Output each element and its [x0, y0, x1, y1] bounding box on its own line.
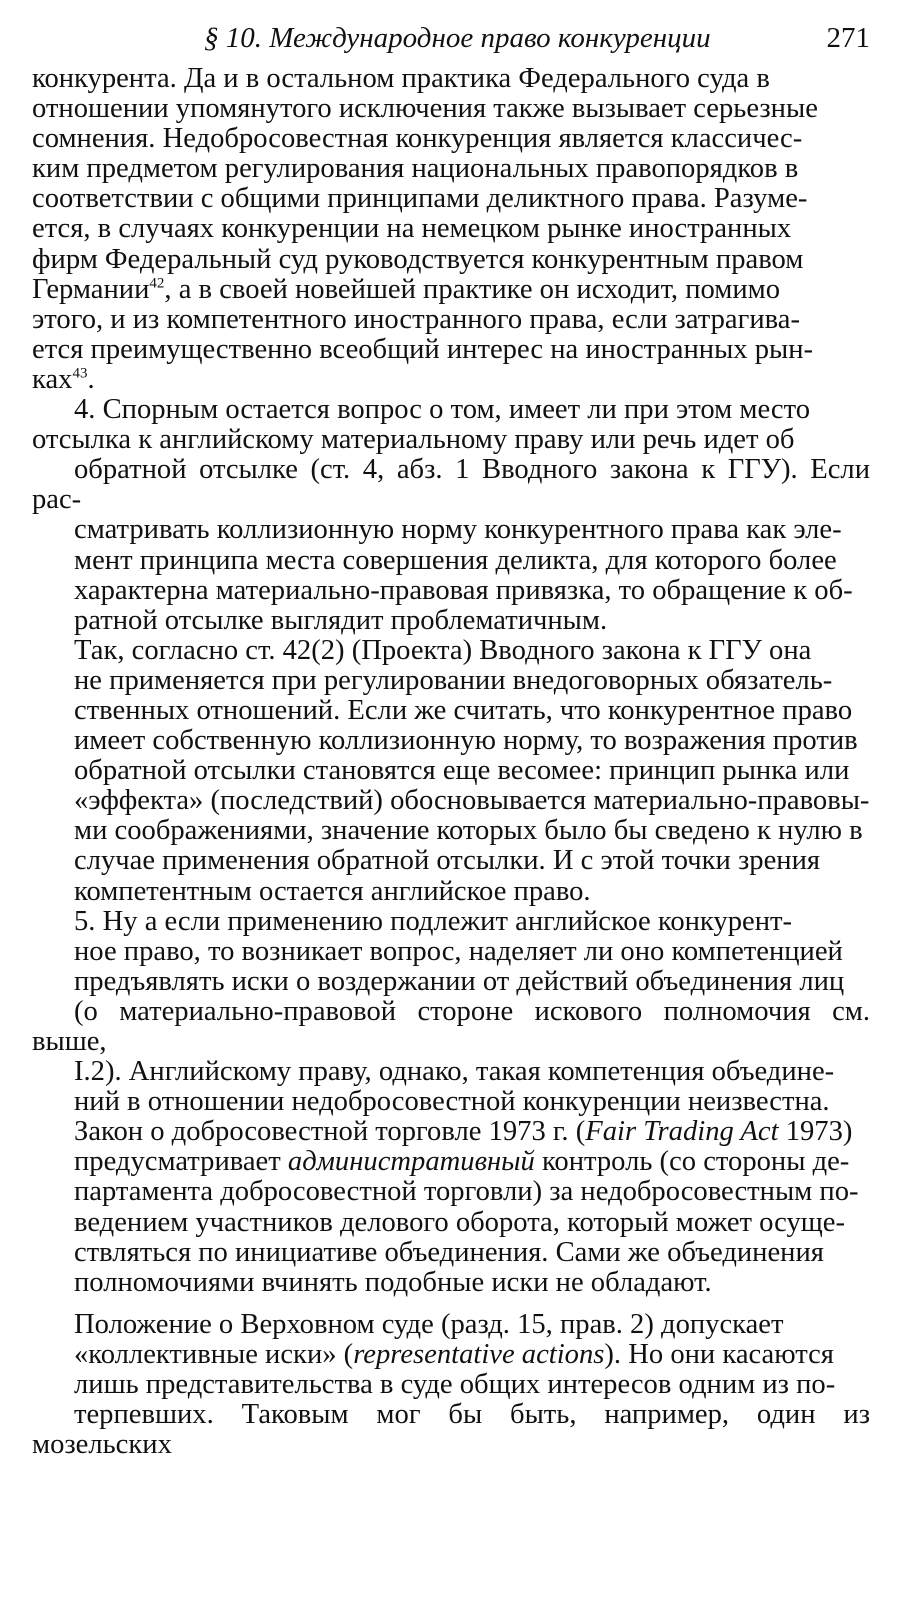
text-line: ний в отношении недобросовестной конкуренции неизвестна. [74, 1086, 830, 1118]
italic-term: representative actions [353, 1338, 605, 1370]
text-fragment: Германии [32, 273, 150, 305]
text-line: ким предметом регулирования национальных правопорядков в [32, 153, 799, 185]
text-fragment: ). Но они касаются [604, 1338, 834, 1370]
text-line: ратной отсылке выглядит проблематичным. [74, 604, 608, 636]
text-fragment: предусматривает [74, 1146, 288, 1178]
text-line: I.2). Английскому праву, однако, такая компетенция объедине- [74, 1056, 835, 1088]
text-line: партамента добросовестной торговли) за недобросовестным по- [74, 1176, 859, 1208]
text-line: фирм Федеральный суд руководствуется конкурентным правом [32, 243, 804, 275]
text-line: характерна материально-правовая привязка, то обращение к об- [74, 574, 853, 606]
text-line: Так, согласно ст. 42(2) (Проекта) Вводного закона к ГГУ она [74, 634, 812, 666]
text-fragment: 1973) [778, 1116, 853, 1148]
text-line: не применяется при регулировании внедоговорных обязатель- [74, 664, 833, 696]
text-line: сматривать коллизионную норму конкурентного права как эле- [74, 514, 842, 546]
footnote-ref-43[interactable]: 43 [72, 365, 88, 382]
text-line: ное право, то возникает вопрос, наделяет ли оно компетенцией [74, 935, 843, 967]
text-line: предъявлять иски о воздержании от действий объединения лиц [74, 965, 845, 997]
text-line: ется, в случаях конкуренции на немецком рынке иностранных [32, 213, 792, 245]
paragraph-3 [32, 636, 870, 907]
text-line: терпевших. Таковым мог бы быть, например, один из мозельских [32, 1399, 870, 1461]
text-line: отношении упомянутого исключения также вызывает серьезные [32, 93, 818, 125]
text-line: ми соображениями, значение которых было бы сведено к нулю в [74, 815, 863, 847]
text-line: 5. Ну а если применению подлежит английское конкурент- [74, 905, 793, 937]
text-fragment: «коллективные иски» ( [74, 1338, 354, 1370]
text-line: полномочиями вчинять подобные иски не обладают. [74, 1266, 712, 1298]
text-line [32, 1340, 870, 1370]
text-line [32, 275, 870, 305]
text-line: сомнения. Недобросовестная конкуренция является классичес- [32, 123, 803, 155]
paragraph-2 [32, 395, 870, 636]
footnote-ref-42[interactable]: 42 [149, 275, 165, 292]
paragraph-5 [32, 1310, 870, 1460]
text-fragment: , а в своей новейшей практике он исходит, помимо [164, 273, 781, 305]
text-line: этого, и из компетентного иностранного права, если затрагива- [32, 303, 800, 335]
text-line: компетентным остается английское право. [74, 875, 591, 907]
text-fragment: Закон о добросовестной торговле 1973 г. ( [74, 1116, 586, 1148]
text-line: конкурента. Да и в остальном практика Федерального суда в [32, 63, 770, 94]
text-fragment: . [87, 363, 95, 395]
text-line: отсылка к английскому материальному праву или речь идет об [32, 424, 795, 456]
text-line: (о материально-правовой стороне искового полномочия см. выше, [32, 995, 870, 1057]
text-line [32, 365, 870, 395]
text-line: ственных отношений. Если же считать, что конкурентное право [74, 694, 853, 726]
text-fragment: контроль (со стороны де- [534, 1146, 850, 1178]
running-header-title: § 10. Международное право конкуренции [204, 22, 711, 54]
text-fragment: ках [32, 363, 73, 395]
text-line: ется преимущественно всеобщий интерес на иностранных рын- [32, 333, 814, 365]
paragraph-1 [32, 64, 870, 395]
text-line: Положение о Верховном суде (разд. 15, прав. 2) допускает [74, 1308, 784, 1340]
text-line: обратной отсылке (ст. 4, абз. 1 Вводного закона к ГГУ). Если рас- [32, 454, 870, 516]
italic-act-title: Fair Trading Act [585, 1116, 779, 1148]
text-line: ствляться по инициативе объединения. Сами же объединения [74, 1236, 824, 1268]
text-line [32, 1117, 870, 1147]
text-line: лишь представительства в суде общих интересов одним из по- [74, 1369, 836, 1401]
text-line: обратной отсылки становятся еще весомее: принцип рынка или [74, 755, 850, 787]
running-header [32, 14, 870, 64]
paragraph-4 [32, 907, 870, 1298]
page-number: 271 [826, 22, 870, 54]
text-line: мент принципа места совершения деликта, для которого более [74, 544, 837, 576]
italic-emphasis: административный [287, 1146, 535, 1178]
text-line: имеет собственную коллизионную норму, то возражения против [74, 725, 858, 757]
text-line: 4. Спорным остается вопрос о том, имеет ли при этом место [74, 394, 811, 426]
text-line: ведением участников делового оборота, который может осуще- [74, 1206, 846, 1238]
book-page [32, 14, 870, 1460]
text-line: случае применения обратной отсылки. И с этой точки зрения [74, 845, 821, 877]
text-line [32, 1147, 870, 1177]
text-line: «эффекта» (последствий) обосновывается материально-правовы- [74, 785, 870, 817]
text-line: соответствии с общими принципами деликтного права. Разуме- [32, 183, 808, 215]
